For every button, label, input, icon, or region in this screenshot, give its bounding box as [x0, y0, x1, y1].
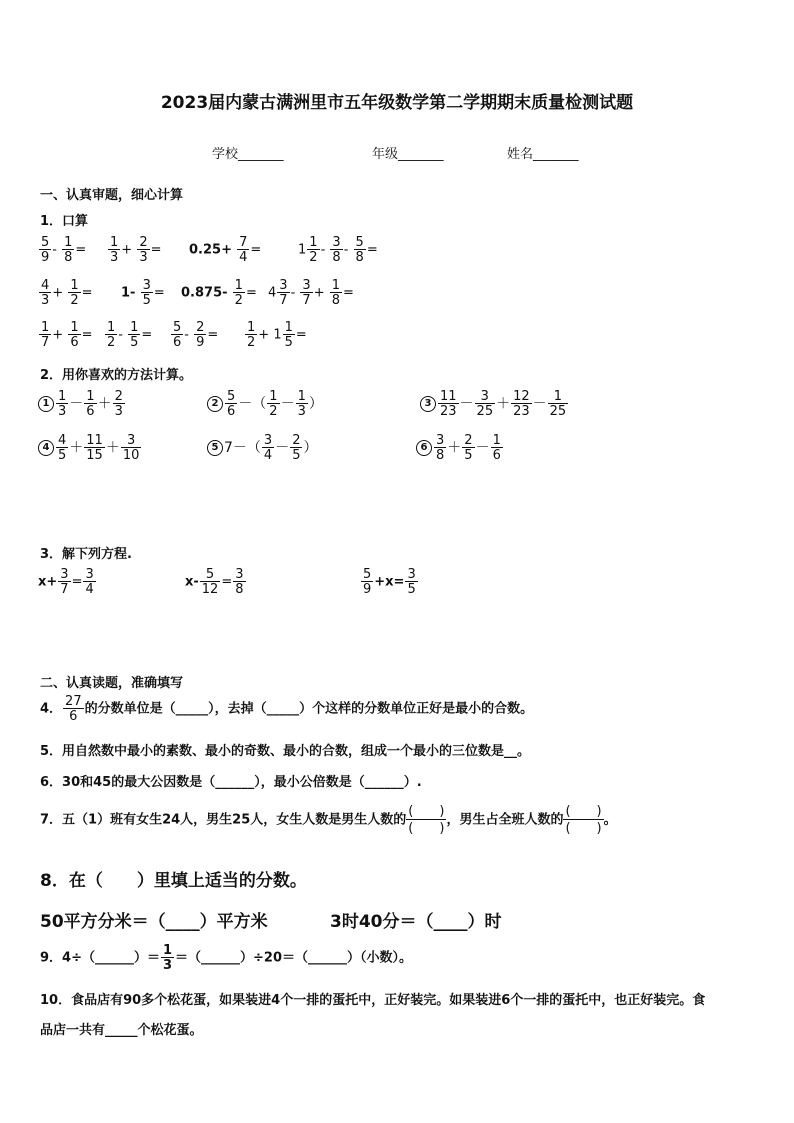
fraction: $\frac{5}{9}$ — [41, 235, 50, 265]
oral-1-2: $\frac{1}{3}$ + $\frac{2}{3}$ = — [110, 235, 162, 265]
oral-1-3: 0.25+ $\frac{7}{4}$ = — [189, 235, 262, 265]
question-10-line-2: 品店一共有_____个松花蛋。 — [40, 1023, 203, 1038]
q2-item-4: 4 $\frac{4}{5}$ ＋ $\frac{11}{15}$ ＋ $\frac{3}{10}$ — [38, 434, 142, 462]
oral-2-4: 4 $\frac{3}{7}$ - $\frac{3}{7}$ + $\frac{1}{8}$ = — [268, 278, 354, 308]
oral-1-4: 1 $\frac{1}{2}$ - $\frac{3}{8}$ - $\frac{5}{8}$ = — [298, 235, 378, 265]
question-8: 8．在（ ）里填上适当的分数。 — [40, 871, 307, 891]
equation-2: x- $\frac{5}{12}$ = $\frac{3}{8}$ — [185, 567, 244, 597]
question-4: 4． $\frac{27}{6}$ 的分数单位是（_____），去掉（_____）个这样的分数单位正好是最小的合数。 — [40, 694, 534, 724]
name-field: 姓名_______ — [507, 147, 579, 162]
oral-3-2: $\frac{1}{2}$ - $\frac{1}{5}$ = — [107, 320, 153, 350]
oral-2-3: 0.875- $\frac{1}{2}$ = — [181, 278, 257, 308]
q2-item-1: 1 $\frac{1}{3}$ － $\frac{1}{6}$ ＋ $\frac{2}{3}$ — [38, 390, 126, 418]
q2-item-6: 6 $\frac{3}{8}$ ＋ $\frac{2}{5}$ － $\frac{1}{6}$ — [416, 434, 504, 462]
q1-label: 1．口算 — [40, 214, 89, 229]
q2-item-3: 3 $\frac{11}{23}$ － $\frac{3}{25}$ ＋ $\frac{12}{23}$ － $\frac{1}{25}$ — [420, 390, 569, 418]
q8-line-b: 3时40分＝（____）时 — [330, 912, 502, 932]
question-10-line-1: 10．食品店有90多个松花蛋，如果装进4个一排的蛋托中，正好装完。如果装进6个一排的蛋托中，也正好装完。食 — [40, 993, 706, 1008]
oral-row-2: $\frac{4}{3}$ + $\frac{1}{2}$ = — [41, 278, 93, 308]
question-9: 9．4÷（______）＝ $\frac{1}{3}$ ＝（______）÷20＝（______）（小数）。 — [40, 943, 413, 973]
oral-row-1: $\frac{5}{9}$ - $\frac{1}{8}$ = — [41, 235, 87, 265]
q8-line-a: 50平方分米＝（____）平方米 — [40, 912, 268, 932]
oral-3-4: $\frac{1}{2}$ + 1 $\frac{1}{5}$ = — [247, 320, 307, 350]
oral-row-3: $\frac{1}{7}$ + $\frac{1}{6}$ = — [41, 320, 93, 350]
school-field: 学校_______ — [212, 147, 284, 162]
q2-label: 2．用你喜欢的方法计算。 — [40, 368, 193, 383]
q3-label: 3．解下列方程. — [40, 547, 132, 562]
question-5: 5．用自然数中最小的素数、最小的奇数、最小的合数，组成一个最小的三位数是__。 — [40, 744, 531, 759]
q2-item-2: 2 $\frac{5}{6}$ －（ $\frac{1}{2}$ － $\frac{1}{3}$ ） — [207, 390, 323, 418]
oral-3-3: $\frac{5}{6}$ - $\frac{2}{9}$ = — [173, 320, 219, 350]
oral-2-2: 1- $\frac{3}{5}$ = — [121, 278, 165, 308]
fraction: $\frac{1}{8}$ — [64, 235, 73, 265]
question-7: 7．五（1）班有女生24人，男生25人，女生人数是男生人数的 ( ) ( ) ，男生占全班人数的 ( ) ( ) 。 — [40, 804, 617, 836]
page-title: 2023届内蒙古满洲里市五年级数学第二学期期末质量检测试题 — [160, 93, 634, 113]
grade-field: 年级_______ — [372, 147, 444, 162]
q2-item-5: 5 7－（ $\frac{3}{4}$ － $\frac{2}{5}$ ） — [207, 434, 317, 462]
question-6: 6．30和45的最大公因数是（______），最小公倍数是（______）. — [40, 775, 422, 790]
equation-1: x+ $\frac{3}{7}$ = $\frac{3}{4}$ — [38, 567, 94, 597]
section2-heading: 二、认真读题，准确填写 — [40, 676, 184, 691]
equation-3: $\frac{5}{9}$ +x= $\frac{3}{5}$ — [363, 567, 416, 597]
section1-heading: 一、认真审题，细心计算 — [40, 188, 184, 203]
